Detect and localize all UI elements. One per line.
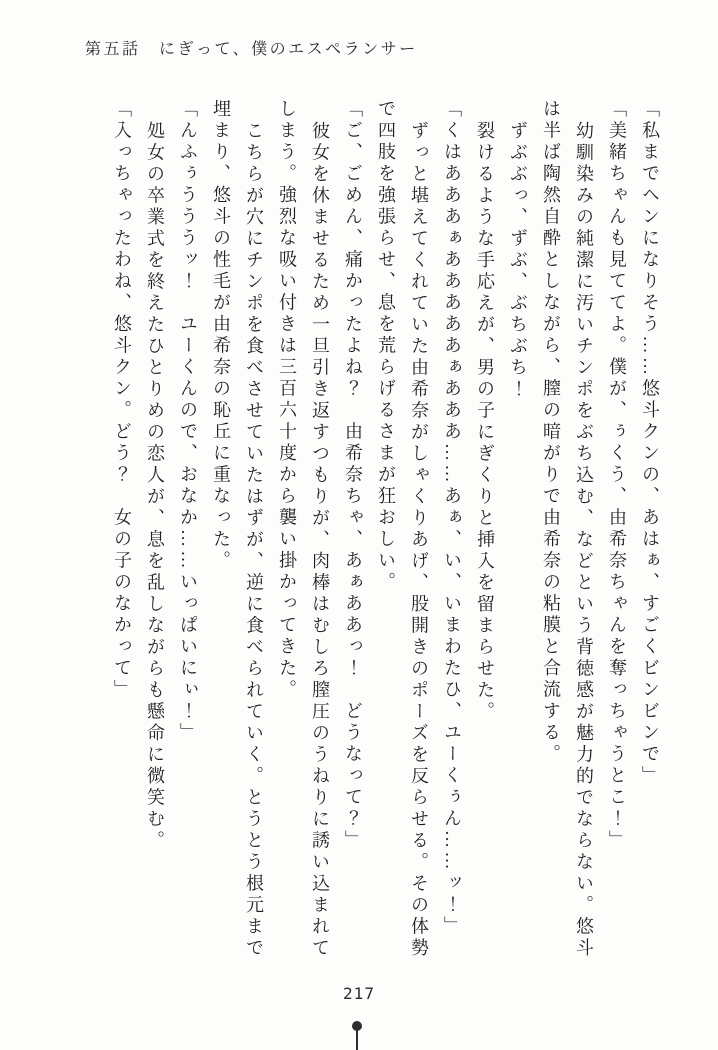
paragraph: 「入っちゃったわね、悠斗クン。どう？ 女の子のなかって」 (112, 99, 132, 701)
paragraph: 「んふぅうううッ！ ユーくんので、おなか……いっぱいにぃ！」 (178, 99, 198, 744)
paragraph: 「美緒ちゃんも見ててよ。僕が、ぅくう、由希奈ちゃんを奪っちゃうとこ！」 (607, 99, 627, 852)
paragraph: 裂けるような手応えが、男の子にぎくりと挿入を留まらせた。 (475, 120, 495, 723)
chapter-header: 第五話 にぎって、僕のエスペランサー (85, 41, 418, 58)
paragraph: 彼女を休ませるため一旦引き返すつもりが、肉棒はむしろ膣圧のうねりに誘い込まれてしまう。強烈な吸い付きは三百六十度から襲い掛かってきた。 (277, 99, 330, 959)
novel-body-text (105, 99, 666, 965)
paragraph: 処女の卒業式を終えたひとりめの恋人が、息を乱しながらも懸命に微笑む。 (145, 120, 165, 852)
page-number: 217 (343, 984, 375, 1003)
paragraph: こちらが穴にチンポを食べさせていたはずが、逆に食べられていく。とうとう根元まで埋まり、悠斗の性毛が由希奈の恥丘に重なった。 (211, 99, 264, 959)
paragraph: 「ご、ごめん、痛かったよね？ 由希奈ちゃ、あぁああっ！ どうなって？」 (343, 99, 363, 852)
page-bottom-pin-line (356, 1029, 358, 1050)
paragraph: 「私までヘンになりそう……悠斗クンの、あはぁ、すごくビンビンで」 (640, 99, 660, 787)
paragraph: ずぶぶっ、ずぶ、ぶちぶち！ (508, 120, 528, 400)
paragraph: 「くはあああぁあああああぁあああ……あぁ、い、いまわたひ、ユーくぅん……ッ！」 (442, 99, 462, 938)
paragraph: 幼馴染みの純潔に汚いチンポをぶち込む、などという背徳感が魅力的でならない。悠斗は半ば陶然自酔としながら、膣の暗がりで由希奈の粘膜と合流する。 (541, 99, 594, 959)
paragraph: ずっと堪えてくれていた由希奈がしゃくりあげ、股開きのポーズを反らせる。その体勢で四肢を強張らせ、息を荒らげるさまが狂おしい。 (376, 99, 429, 959)
